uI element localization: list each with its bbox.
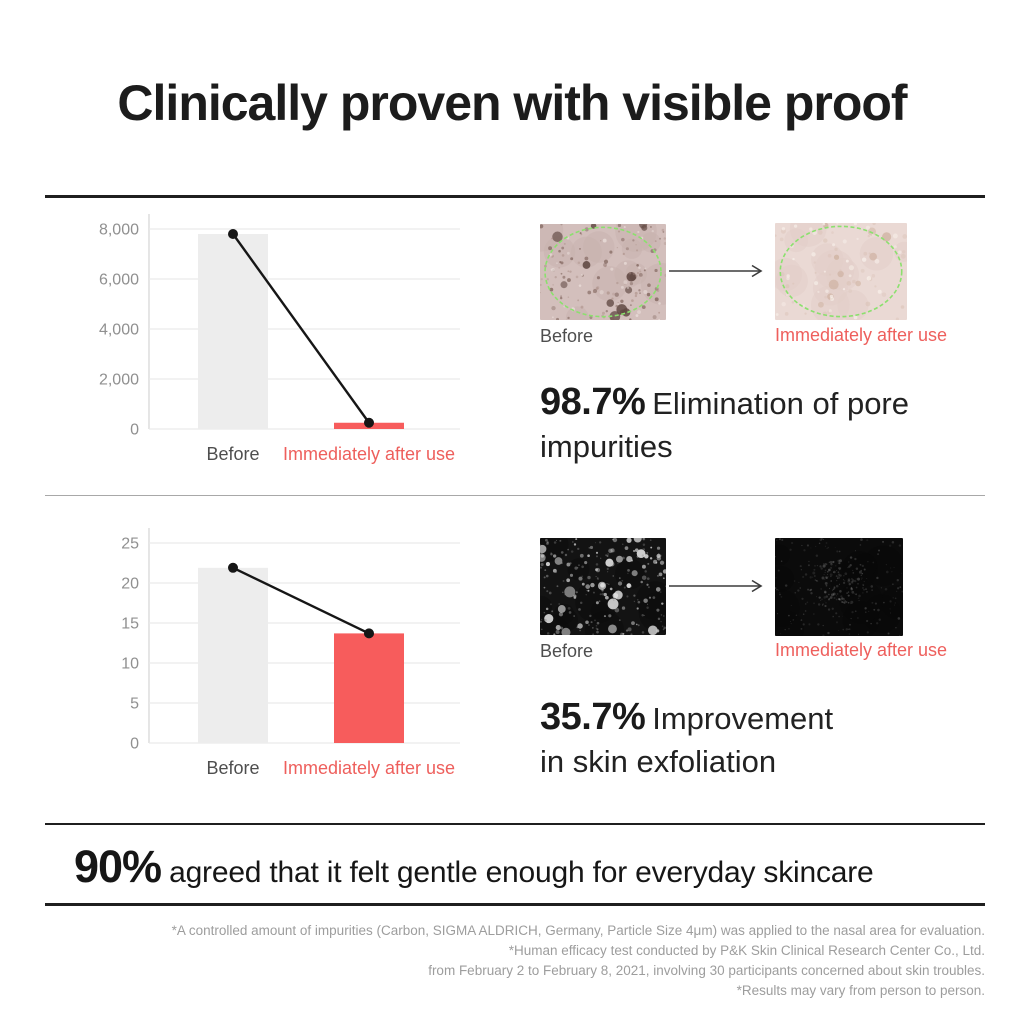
y-tick-label: 4,000 [98,321,139,339]
y-tick-label: 20 [121,575,139,593]
arrow-right-icon [668,262,770,280]
y-tick-label: 0 [130,421,139,439]
after-photo-pore [775,223,907,320]
y-tick-label: 6,000 [98,271,139,289]
footnote-line: *A controlled amount of impurities (Carbon, SIGMA ALDRICH, Germany, Particle Size 4μm) was applied to the nasal area for evaluation. [171,923,985,938]
footnote-line: from February 2 to February 8, 2021, involving 30 participants concerned about skin troubles. [428,963,985,978]
divider-middle [45,495,985,496]
category-label: Immediately after use [282,444,456,464]
stat-text-line1: Improvement [652,701,834,736]
summary-statement [74,841,874,893]
bar-before [198,568,268,743]
before-photo-exfoliation [540,538,666,635]
y-tick-label: 15 [121,615,139,633]
y-tick-label: 25 [121,535,139,553]
divider-top [45,195,985,198]
bar-after [334,633,404,743]
y-tick-label: 2,000 [98,371,139,389]
y-tick-label: 8,000 [98,221,139,239]
category-label: Before [206,758,260,778]
y-tick-label: 5 [130,695,139,713]
page-title: Clinically proven with visible proof [117,75,907,131]
footnotes [45,921,985,1001]
data-point-marker [364,418,374,428]
before-photo-label: Before [540,641,594,661]
bar-before [198,234,268,429]
data-point-marker [228,229,238,239]
stat-pore-impurities [540,381,980,468]
divider-summary-top [45,823,985,825]
y-tick-label: 10 [121,655,139,673]
y-tick-label: 0 [130,735,139,753]
after-photo-exfoliation [775,538,903,636]
summary-stat-value: 90% [74,841,162,892]
arrow-right-icon [668,577,770,595]
data-point-marker [364,628,374,638]
before-photo-label: Before [540,326,594,346]
divider-summary-bottom [45,903,985,906]
footnote-line: *Human efficacy test conducted by P&K Skin Clinical Research Center Co., Ltd. [508,943,985,958]
stat-text-line2: in skin exfoliation [540,744,777,779]
footnote-line: *Results may vary from person to person. [736,983,985,998]
category-label: Before [206,444,260,464]
stat-text-line1: Elimination of pore [652,386,909,421]
bar-chart-skin-exfoliation [60,526,500,796]
before-photo-pore [540,224,666,320]
stat-skin-exfoliation [540,696,980,783]
stat-value: 98.7% [540,381,646,423]
data-point-marker [228,563,238,573]
stat-value: 35.7% [540,696,646,738]
after-photo-label: Immediately after use [775,325,948,345]
bar-chart-pore-impurities [60,212,500,482]
category-label: Immediately after use [282,758,456,778]
summary-text: agreed that it felt gentle enough for everyday skincare [169,856,874,889]
after-photo-label: Immediately after use [775,640,948,660]
stat-text-line2: impurities [540,429,673,464]
